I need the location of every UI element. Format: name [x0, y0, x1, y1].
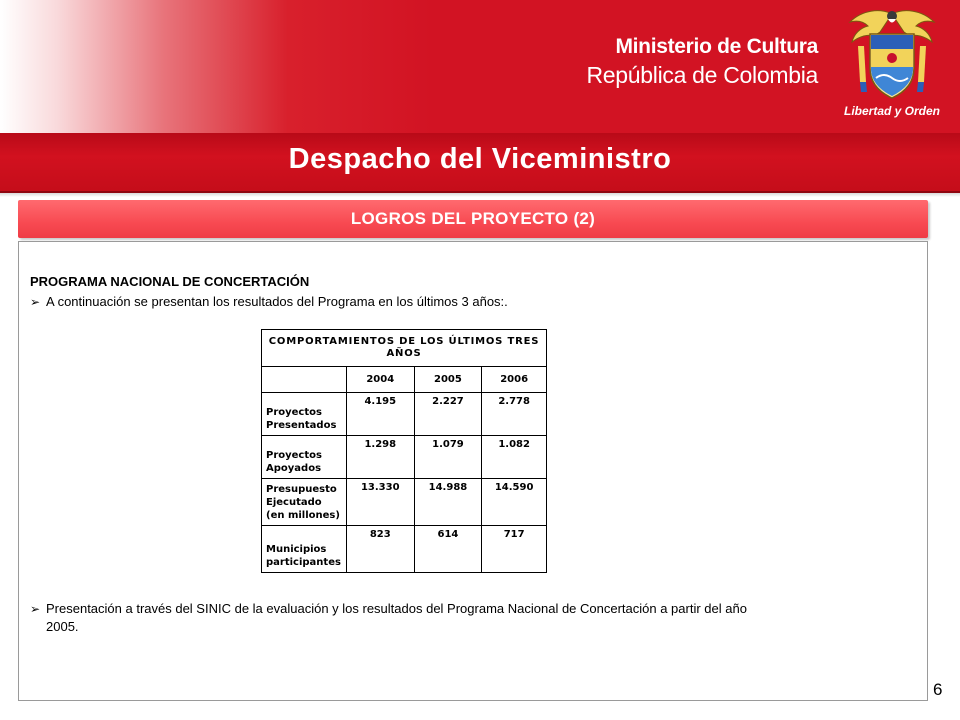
table-title-line1: COMPORTAMIENTOS DE LOS ÚLTIMOS TRES	[268, 336, 540, 347]
country-name: República de Colombia	[586, 62, 818, 88]
table-cell: 13.330	[346, 479, 414, 526]
bullet-text: Presentación a través del SINIC de la evaluación y los resultados del Programa Nacional de Concertación a partir del año	[46, 601, 747, 616]
program-heading: PROGRAMA NACIONAL DE CONCERTACIÓN	[30, 274, 310, 289]
arrow-bullet-icon: ➢	[30, 602, 41, 616]
row-label	[262, 526, 347, 573]
section-title: LOGROS DEL PROYECTO (2)	[350, 209, 596, 228]
table-title	[262, 330, 547, 367]
table-row	[262, 393, 547, 436]
table-row	[262, 479, 547, 526]
ministry-block	[560, 34, 818, 90]
bullet-text-continued: 2005.	[46, 619, 79, 634]
row-label-line: Proyectos	[266, 450, 322, 461]
title-bar-shadow	[0, 193, 960, 197]
row-label	[262, 436, 347, 479]
row-label-line: Presupuesto	[266, 484, 337, 495]
year-header: 2005	[414, 367, 482, 393]
bullet-text: A continuación se presentan los resultados del Programa en los últimos 3 años:.	[46, 294, 508, 309]
row-label	[262, 479, 347, 526]
row-label-line: participantes	[266, 557, 341, 568]
ministry-name: Ministerio de Cultura	[615, 35, 818, 58]
year-header: 2004	[346, 367, 414, 393]
page-number: 6	[933, 680, 943, 699]
table-corner-cell	[262, 367, 347, 393]
row-label-line: Presentados	[266, 420, 337, 431]
row-label-line: Municipios	[266, 544, 327, 555]
year-header: 2006	[482, 367, 547, 393]
table-cell: 2.227	[414, 393, 482, 436]
table-cell: 614	[414, 526, 482, 573]
table-cell: 14.988	[414, 479, 482, 526]
table-row	[262, 436, 547, 479]
table-cell: 4.195	[346, 393, 414, 436]
row-label	[262, 393, 347, 436]
results-table	[261, 329, 547, 573]
table-cell: 14.590	[482, 479, 547, 526]
table-row	[262, 526, 547, 573]
page-title: Despacho del Viceministro	[288, 143, 672, 175]
row-label-line: (en millones)	[266, 510, 340, 521]
bullet-item	[30, 600, 920, 636]
row-label-line: Proyectos	[266, 407, 322, 418]
bullet-item	[30, 293, 910, 311]
table-cell: 717	[482, 526, 547, 573]
table-cell: 2.778	[482, 393, 547, 436]
arrow-bullet-icon: ➢	[30, 295, 41, 309]
row-label-line: Ejecutado	[266, 497, 322, 508]
table-cell: 1.082	[482, 436, 547, 479]
table-cell: 1.079	[414, 436, 482, 479]
table-header-row	[262, 367, 547, 393]
row-label-line: Apoyados	[266, 463, 322, 474]
table-cell: 823	[346, 526, 414, 573]
motto: Libertad y Orden	[843, 104, 941, 118]
table-title-line2: AÑOS	[386, 348, 422, 359]
table-cell: 1.298	[346, 436, 414, 479]
